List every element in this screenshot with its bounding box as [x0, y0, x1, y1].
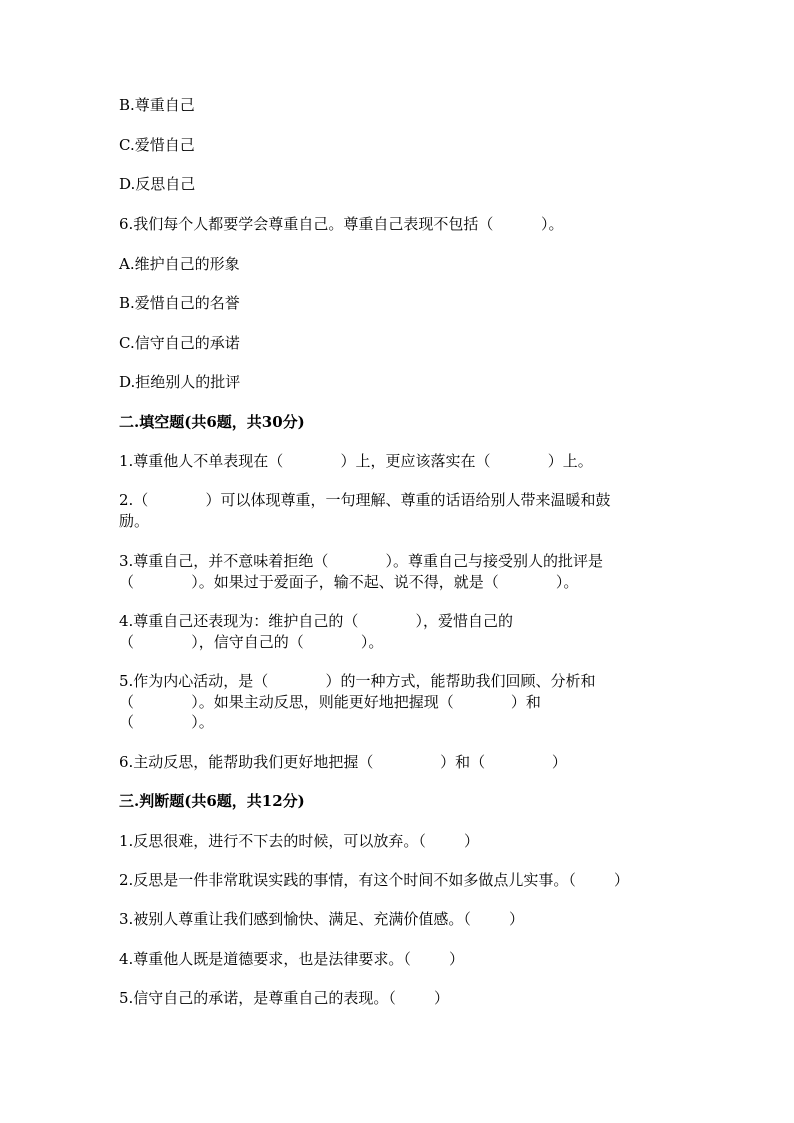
fill-q2-line2: 励。: [119, 512, 150, 530]
fill-q5-line3: （ ）。: [119, 713, 214, 731]
fill-q5-line2: （ ）。如果主动反思，则能更好地把握现（ ）和: [119, 693, 541, 711]
q6-option-b: B.爱惜自己的名誉: [119, 294, 240, 312]
fill-q4-line2: （ ），信守自己的（ ）。: [119, 633, 384, 651]
q6-option-d: D.拒绝别人的批评: [119, 373, 241, 391]
fill-q6: 6.主动反思，能帮助我们更好地把握（ ）和（ ）: [119, 753, 567, 771]
judge-q4: 4.尊重他人既是道德要求，也是法律要求。（ ）: [119, 950, 464, 968]
fill-q5-line1: 5.作为内心活动，是（ ）的一种方式，能帮助我们回顾、分析和: [119, 672, 596, 690]
section3-heading: 三.判断题(共6题，共12分): [119, 792, 305, 810]
q6-text: 6.我们每个人都要学会尊重自己。尊重自己表现不包括（ ）。: [119, 215, 564, 233]
q5-option-c: C.爱惜自己: [119, 136, 195, 154]
q5-option-b: B.尊重自己: [119, 96, 195, 114]
fill-q3-line2: （ ）。如果过于爱面子，输不起、说不得，就是（ ）。: [119, 573, 579, 591]
q5-option-d: D.反思自己: [119, 175, 196, 193]
q6-option-c: C.信守自己的承诺: [119, 334, 240, 352]
judge-q2: 2.反思是一件非常耽误实践的事情，有这个时间不如多做点儿实事。（ ）: [119, 871, 629, 889]
fill-q4-line1: 4.尊重自己还表现为：维护自己的（ ），爱惜自己的: [119, 612, 514, 630]
section2-heading: 二.填空题(共6题，共30分): [119, 413, 305, 431]
judge-q3: 3.被别人尊重让我们感到愉快、满足、充满价值感。（ ）: [119, 910, 524, 928]
q6-option-a: A.维护自己的形象: [119, 255, 240, 273]
judge-q5: 5.信守自己的承诺，是尊重自己的表现。（ ）: [119, 989, 449, 1007]
fill-q1: 1.尊重他人不单表现在（ ）上，更应该落实在（ ）上。: [119, 452, 593, 470]
judge-q1: 1.反思很难，进行不下去的时候，可以放弃。（ ）: [119, 832, 479, 850]
fill-q2-line1: 2.（ ）可以体现尊重，一句理解、尊重的话语给别人带来温暖和鼓: [119, 491, 611, 509]
fill-q3-line1: 3.尊重自己，并不意味着拒绝（ ）。尊重自己与接受别人的批评是: [119, 552, 604, 570]
